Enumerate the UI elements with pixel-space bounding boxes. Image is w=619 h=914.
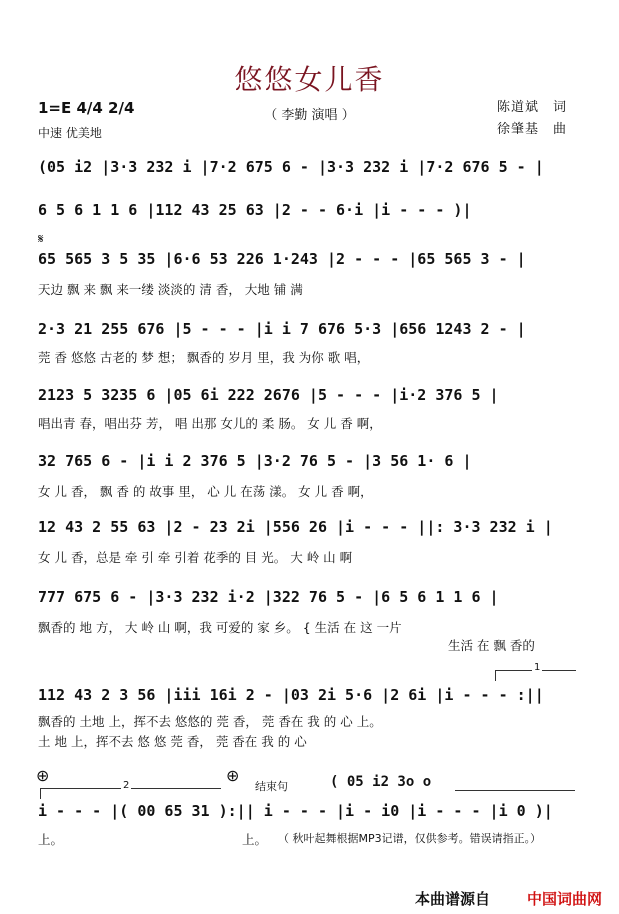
volta-number-2: 2 bbox=[123, 780, 130, 791]
tempo-marking: 中速 优美地 bbox=[38, 126, 102, 140]
lyrics-row-5: 唱出青 春，唱出芬 芳， 唱 出那 女儿的 柔 肠。 女 儿 香 啊， bbox=[38, 416, 382, 431]
score-row-4: 2·3 21 255 676 |5 - - - |i i 7 676 5·3 |656 1243 2 - | bbox=[38, 320, 526, 338]
song-title: 悠悠女儿香 bbox=[234, 63, 385, 96]
ending-bracket bbox=[455, 790, 575, 791]
lyrics-row-8-alt: 生活 在 飘 香的 bbox=[448, 638, 535, 653]
footer-source-label: 本曲谱源自 bbox=[415, 890, 491, 908]
lyrics-row-3: 天边 飘 来 飘 来一缕 淡淡的 清 香， 大地 铺 满 bbox=[38, 282, 303, 297]
coda-icon: ⊕ bbox=[36, 766, 50, 785]
lyricist-credit: 陈道斌 词 bbox=[497, 100, 568, 115]
score-row-9: 112 43 2 3 56 |iii 16i 2 - |03 2i 5·6 |2 6i |i - - - :|| bbox=[38, 686, 544, 704]
footer-site-name[interactable]: 中国词曲网 bbox=[527, 890, 603, 908]
lyrics-row-9-alt: 土 地 上，挥不去 悠 悠 莞 香， 莞 香在 我 的 心 bbox=[38, 734, 307, 749]
lyrics-row-9: 飘香的 土地 上，挥不去 悠悠的 莞 香， 莞 香在 我 的 心 上。 bbox=[38, 714, 382, 729]
lyrics-row-10: 上。 bbox=[38, 832, 64, 847]
volta-bracket-2 bbox=[40, 780, 221, 799]
singer-credit: （ 李勤 演唱 ） bbox=[264, 108, 355, 123]
score-row-3: 65 565 3 5 35 |6·6 53 226 1·243 |2 - - - |65 565 3 - | bbox=[38, 250, 526, 268]
volta-number-1: 1 bbox=[534, 662, 541, 673]
segno-icon: 𝄋 bbox=[38, 232, 44, 247]
score-row-1: (05 i2 |3·3 232 i |7·2 675 6 - |3·3 232 i |7·2 676 5 - | bbox=[38, 158, 544, 176]
score-row-10: i - - - |( 00 65 31 ):|| i - - - |i - i0 |i - - - |i 0 )| bbox=[38, 802, 553, 820]
ending-notes: ( 05 i2 3o o bbox=[330, 774, 432, 790]
composer-credit: 徐肇基 曲 bbox=[497, 122, 568, 137]
score-row-5: 2123 5 3235 6 |05 6i 222 2676 |5 - - - |i·2 376 5 | bbox=[38, 386, 499, 404]
lyrics-row-8: 飘香的 地 方， 大 岭 山 啊，我 可爱的 家 乡。 { 生活 在 这 一片 bbox=[38, 620, 402, 635]
lyrics-row-4: 莞 香 悠悠 古老的 梦 想； 飘香的 岁月 里，我 为你 歌 唱， bbox=[38, 350, 370, 365]
score-row-6: 32 765 6 - |i i 2 376 5 |3·2 76 5 - |3 56 1· 6 | bbox=[38, 452, 472, 470]
lyrics-row-6: 女 儿 香， 飘 香 的 故事 里， 心 儿 在荡 漾。 女 儿 香 啊， bbox=[38, 484, 373, 499]
transcription-note: （ 秋叶起舞根据MP3记谱，仅供参考。错误请指正。） bbox=[278, 832, 542, 845]
lyrics-row-7: 女 儿 香，总是 牵 引 牵 引着 花季的 目 光。 大 岭 山 啊 bbox=[38, 550, 353, 565]
ending-label: 结束句 bbox=[255, 780, 288, 793]
key-signature: 1=E 4/4 2/4 bbox=[38, 99, 135, 117]
coda-icon: ⊕ bbox=[226, 766, 240, 785]
score-row-2: 6 5 6 1 1 6 |112 43 25 63 |2 - - 6·i |i - - - )| bbox=[38, 201, 472, 219]
score-row-7: 12 43 2 55 63 |2 - 23 2i |556 26 |i - - - ||: 3·3 232 i | bbox=[38, 518, 553, 536]
lyrics-row-10b: 上。 bbox=[242, 832, 268, 847]
score-row-8: 777 675 6 - |3·3 232 i·2 |322 76 5 - |6 5 6 1 1 6 | bbox=[38, 588, 499, 606]
volta-bracket-1 bbox=[495, 662, 576, 681]
